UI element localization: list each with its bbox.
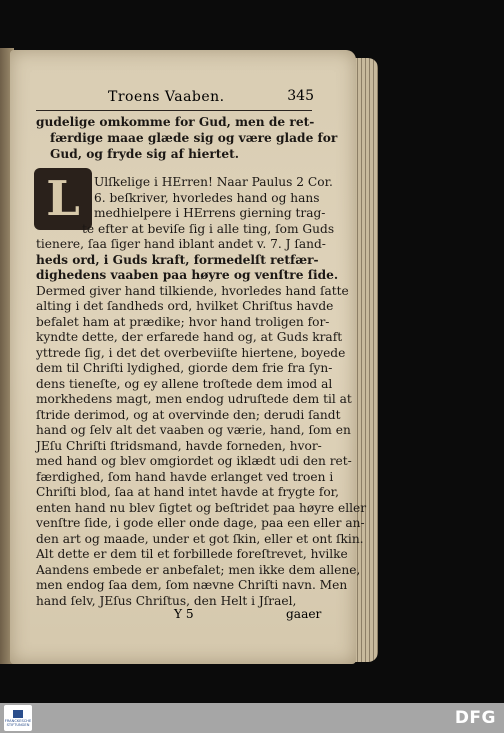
body-line: men endog ſaa dem, ſom nævne Chriſti navn. Men <box>36 578 348 592</box>
body-line: hand og ſelv alt det vaaben og værie, hand, ſom en <box>36 423 351 437</box>
body-line: yttrede ſig, i det det overbeviiſte hiertene, boyede <box>36 345 346 360</box>
signature-mark: Y 5 <box>174 607 194 621</box>
body-line: te efter at beviſe ſig i alle ting, ſom Guds <box>82 221 335 236</box>
body-line: hand ſelv, JEſus Chriſtus, den Helt i Jſrael, <box>36 593 297 608</box>
running-header <box>36 88 312 111</box>
body-line: heds ord, i Guds kraft, formedelſt retfær- <box>36 252 319 267</box>
body-line: den art og maade, under et got ſkin, eller et ont ſkin. <box>36 531 364 546</box>
body-line: 6. beſkriver, hvorledes hand og hans <box>94 190 320 205</box>
viewer-footer-bar <box>0 703 504 733</box>
body-line: medhielpere i HErrens gierning trag- <box>94 206 326 220</box>
initial-letter: L <box>34 168 92 230</box>
body-line: dens tieneſte, og ey allene troſtede dem imod al <box>36 376 333 391</box>
body-line: venſtre ſide, i gode eller onde dage, paa een eller an- <box>36 516 365 530</box>
catchword: gaaer <box>286 607 322 621</box>
body-line: Aandens embede er anbefalet; men ikke dem allene, <box>36 562 361 577</box>
page-number: 345 <box>287 88 314 104</box>
body-line: befalet ham at prædike; hvor hand troligen for- <box>36 314 330 329</box>
body-line: morkhedens magt, men endog udruſtede dem til at <box>36 392 352 406</box>
dfg-logo[interactable]: DFG <box>454 708 496 728</box>
body-line: dem til Chriſti lydighed, giorde dem frie fra ſyn- <box>36 361 333 375</box>
body-line: alting i det ſandheds ord, hvilket Chriſtus havde <box>36 299 334 313</box>
logo-text: FRANCKESCHE STIFTUNGEN <box>4 718 32 727</box>
logo-mark-icon <box>13 710 23 718</box>
body-line: Alt dette er dem til et forbillede foreſtrevet, hvilke <box>36 547 348 561</box>
body-line: færdighed, ſom hand havde erlanget ved troen i <box>36 469 334 484</box>
intro-line: gudelige omkomme for Gud, men de ret- <box>36 115 315 129</box>
body-line: Chriſti blod, ſaa at hand intet havde at frygte for, <box>36 485 340 499</box>
header-title: Troens Vaaben. <box>108 89 225 105</box>
body-line: JEſu Chriſti ſtridsmand, havde forneden, hvor- <box>36 438 322 453</box>
body-line: med hand og blev omgiordet og iklædt udi den ret- <box>36 454 352 468</box>
intro-line: færdige maae glæde sig og være glade for <box>50 131 338 145</box>
body-line: Dermed giver hand tilkiende, hvorledes hand ſatte <box>36 283 349 298</box>
body-line: Ulſkelige i HErren! Naar Paulus 2 Cor. <box>94 175 333 189</box>
body-line: dighedens vaaben paa høyre og venſtre ſide. <box>36 268 339 282</box>
intro-line: Gud, og fryde sig af hiertet. <box>50 147 239 161</box>
body-line: ſtride derimod, og at overvinde den; derudi ſandt <box>36 407 341 422</box>
body-line: kyndte dette, der erfarede hand og, at Guds kraft <box>36 330 343 344</box>
body-line: tienere, ſaa ſiger hand iblant andet v. 7. J ſand- <box>36 237 326 251</box>
body-line: enten hand nu blev ſigtet og beſtridet paa høyre eller <box>36 500 367 515</box>
franckesche-stiftungen-logo[interactable] <box>4 705 32 731</box>
